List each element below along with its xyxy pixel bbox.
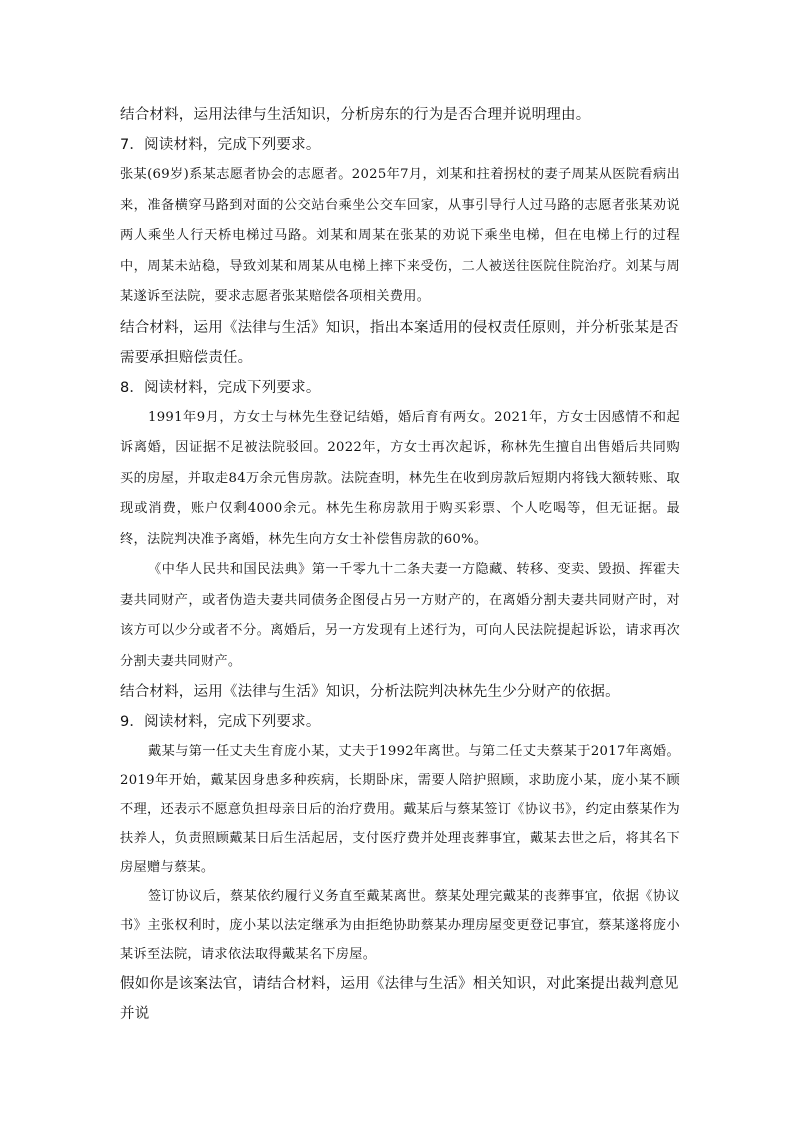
q7-question: 结合材料，运用《法律与生活》知识，指出本案适用的侵权责任原则，并分析张某是否需要承担赔偿责任。 <box>120 319 679 366</box>
q9-heading: 9．阅读材料，完成下列要求。 <box>120 714 321 730</box>
q8-material-paragraph-1: 1991年9月，方女士与林先生登记结婚，婚后育有两女。2021年，方女士因感情不和起诉离婚，因证据不足被法院驳回。2022年，方女士再次起诉，称林先生擅自出售婚后共同购买的房屋，并取走84万余元售房款。法院查明，林先生在收到房款后短期内将钱大额转账、取现或消费，账户仅剩4000余元。林先生称房款用于购买彩票、个人吃喝等，但无证据。最终，法院判决准予离婚，林先生向方女士补偿售房款的60%。 <box>120 409 680 547</box>
q8-heading: 8．阅读材料，完成下列要求。 <box>120 379 321 396</box>
page-content <box>120 100 680 1029</box>
question-7 <box>120 130 680 373</box>
q9-material-paragraph-2: 签订协议后，蔡某依约履行义务直至戴某离世。蔡某处理完戴某的丧葬事宜，依据《协议书》主张权利时，庞小某以法定继承为由拒绝协助蔡某办理房屋变更登记事宜，蔡某遂将庞小某诉至法院，请求依法取得戴某名下房屋。 <box>120 889 680 962</box>
q9-material-paragraph-1: 戴某与第一任丈夫生育庞小某，丈夫于1992年离世。与第二任丈夫蔡某于2017年离婚。2019年开始，戴某因身患多种疾病，长期卧床，需要人陪护照顾，求助庞小某，庞小某不顾不理，还表示不愿意负担母亲日后的治疗费用。戴某后与蔡某签订《协议书》，约定由蔡某作为扶养人，负责照顾戴某日后生活起居，支付医疗费并处理丧葬事宜，戴某去世之后，将其名下房屋赠与蔡某。 <box>120 744 680 875</box>
q6-question-tail: 结合材料，运用法律与生活知识，分析房东的行为是否合理并说明理由。 <box>120 107 591 123</box>
question-9 <box>120 707 680 1029</box>
q7-material: 张某(69岁)系某志愿者协会的志愿者。2025年7月，刘某和拄着拐杖的妻子周某从医院看病出来，准备横穿马路到对面的公交站台乘坐公交车回家，从事引导行人过马路的志愿者张某劝说两人乘坐人行天桥电梯过马路。刘某和周某在张某的劝说下乘坐电梯，但在电梯上行的过程中，周某未站稳，导致刘某和周某从电梯上摔下来受伤，二人被送往医院住院治疗。刘某与周某遂诉至法院，要求志愿者张某赔偿各项相关费用。 <box>120 167 680 304</box>
q9-question: 假如你是该案法官，请结合材料，运用《法律与生活》相关知识，对此案提出裁判意见并说 <box>120 976 679 1022</box>
question-8 <box>120 373 680 708</box>
q8-material-paragraph-2: 《中华人民共和国民法典》第一千零九十二条夫妻一方隐藏、转移、变卖、毁损、挥霍夫妻共同财产，或者伪造夫妻共同债务企图侵占另一方财产的，在离婚分割夫妻共同财产时，对该方可以少分或者不分。离婚后，另一方发现有上述行为，可向人民法院提起诉讼，请求再次分割夫妻共同财产。 <box>120 562 680 669</box>
q7-heading: 7．阅读材料，完成下列要求。 <box>120 137 321 153</box>
q8-question: 结合材料，运用《法律与生活》知识，分析法院判决林先生少分财产的依据。 <box>120 684 620 700</box>
